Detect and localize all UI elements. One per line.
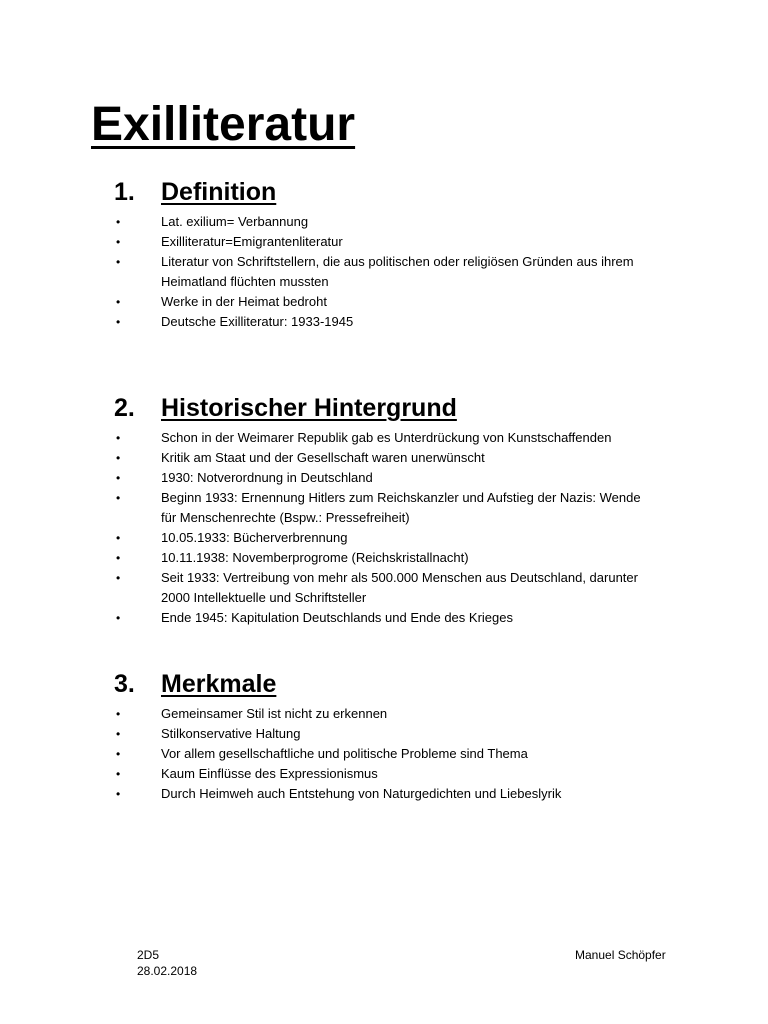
list-item-text: Deutsche Exilliteratur: 1933-1945 — [161, 314, 354, 329]
section-title: Merkmale — [161, 670, 277, 698]
bullet-icon: • — [116, 707, 121, 721]
list-item-text: Kaum Einflüsse des Expressionismus — [161, 766, 378, 781]
footer-date: 28.02.2018 — [137, 964, 198, 978]
bullet-icon: • — [116, 747, 121, 761]
list-item — [0, 448, 651, 468]
list-item — [0, 548, 651, 568]
list-item-text: Ende 1945: Kapitulation Deutschlands und Ende des Krieges — [161, 610, 513, 625]
section-heading — [0, 390, 768, 426]
bullet-icon: • — [116, 451, 121, 465]
section-number: 1. — [114, 178, 135, 206]
list-item-text: Seit 1933: Vertreibung von mehr als 500.000 Menschen aus Deutschland, darunter 2000 Intellektuelle und Schriftsteller — [161, 570, 638, 605]
list-item — [0, 428, 651, 448]
bullet-list — [0, 704, 768, 804]
bullet-icon: • — [116, 787, 121, 801]
bullet-icon: • — [116, 571, 121, 585]
list-item — [0, 744, 651, 764]
list-item — [0, 488, 651, 528]
list-item — [0, 608, 651, 628]
list-item-text: Stilkonservative Haltung — [161, 726, 301, 741]
section-merkmale — [0, 666, 768, 804]
bullet-icon: • — [116, 767, 121, 781]
list-item-text: Lat. exilium= Verbannung — [161, 214, 309, 229]
footer-author: Manuel Schöpfer — [575, 948, 666, 962]
list-item-text: Vor allem gesellschaftliche und politische Probleme sind Thema — [161, 746, 528, 761]
list-item — [0, 724, 651, 744]
list-item-text: 10.11.1938: Novemberprogrome (Reichskristallnacht) — [161, 550, 469, 565]
bullet-list — [0, 428, 768, 628]
section-title: Historischer Hintergrund — [161, 394, 457, 422]
section-number: 3. — [114, 670, 135, 698]
bullet-icon: • — [116, 315, 121, 329]
bullet-icon: • — [116, 295, 121, 309]
bullet-icon: • — [116, 727, 121, 741]
section-heading — [0, 666, 768, 702]
list-item-text: Kritik am Staat und der Gesellschaft waren unerwünscht — [161, 450, 485, 465]
footer-left — [137, 947, 197, 979]
list-item-text: Gemeinsamer Stil ist nicht zu erkennen — [161, 706, 388, 721]
list-item-text: 10.05.1933: Bücherverbrennung — [161, 530, 348, 545]
bullet-icon: • — [116, 531, 121, 545]
section-number: 2. — [114, 394, 135, 422]
list-item-text: Exilliteratur=Emigrantenliteratur — [161, 234, 343, 249]
list-item-text: 1930: Notverordnung in Deutschland — [161, 470, 373, 485]
bullet-icon: • — [116, 255, 121, 269]
section-definition — [0, 174, 768, 332]
footer-class: 2D5 — [137, 948, 160, 962]
list-item-text: Durch Heimweh auch Entstehung von Naturgedichten und Liebeslyrik — [161, 786, 562, 801]
bullet-icon: • — [116, 471, 121, 485]
list-item — [0, 704, 651, 724]
bullet-icon: • — [116, 431, 121, 445]
list-item — [0, 784, 651, 804]
section-historischer-hintergrund — [0, 390, 768, 628]
list-item-text: Werke in der Heimat bedroht — [161, 294, 327, 309]
list-item — [0, 764, 651, 784]
list-item — [0, 252, 651, 292]
bullet-icon: • — [116, 215, 121, 229]
list-item-text: Schon in der Weimarer Republik gab es Unterdrückung von Kunstschaffenden — [161, 430, 612, 445]
list-item — [0, 568, 651, 608]
section-heading — [0, 174, 768, 210]
list-item-text: Beginn 1933: Ernennung Hitlers zum Reichskanzler und Aufstieg der Nazis: Wende für Menschenrechte (Bspw.: Pressefreiheit) — [161, 490, 641, 525]
list-item — [0, 232, 651, 252]
bullet-icon: • — [116, 611, 121, 625]
bullet-icon: • — [116, 551, 121, 565]
list-item — [0, 292, 651, 312]
document-title: Exilliteratur — [91, 98, 356, 151]
bullet-icon: • — [116, 491, 121, 505]
list-item — [0, 468, 651, 488]
list-item — [0, 312, 651, 332]
bullet-icon: • — [116, 235, 121, 249]
section-title: Definition — [161, 178, 277, 206]
bullet-list — [0, 212, 768, 332]
list-item — [0, 212, 651, 232]
list-item — [0, 528, 651, 548]
list-item-text: Literatur von Schriftstellern, die aus politischen oder religiösen Gründen aus ihrem Heimatland flüchten mussten — [161, 254, 634, 289]
